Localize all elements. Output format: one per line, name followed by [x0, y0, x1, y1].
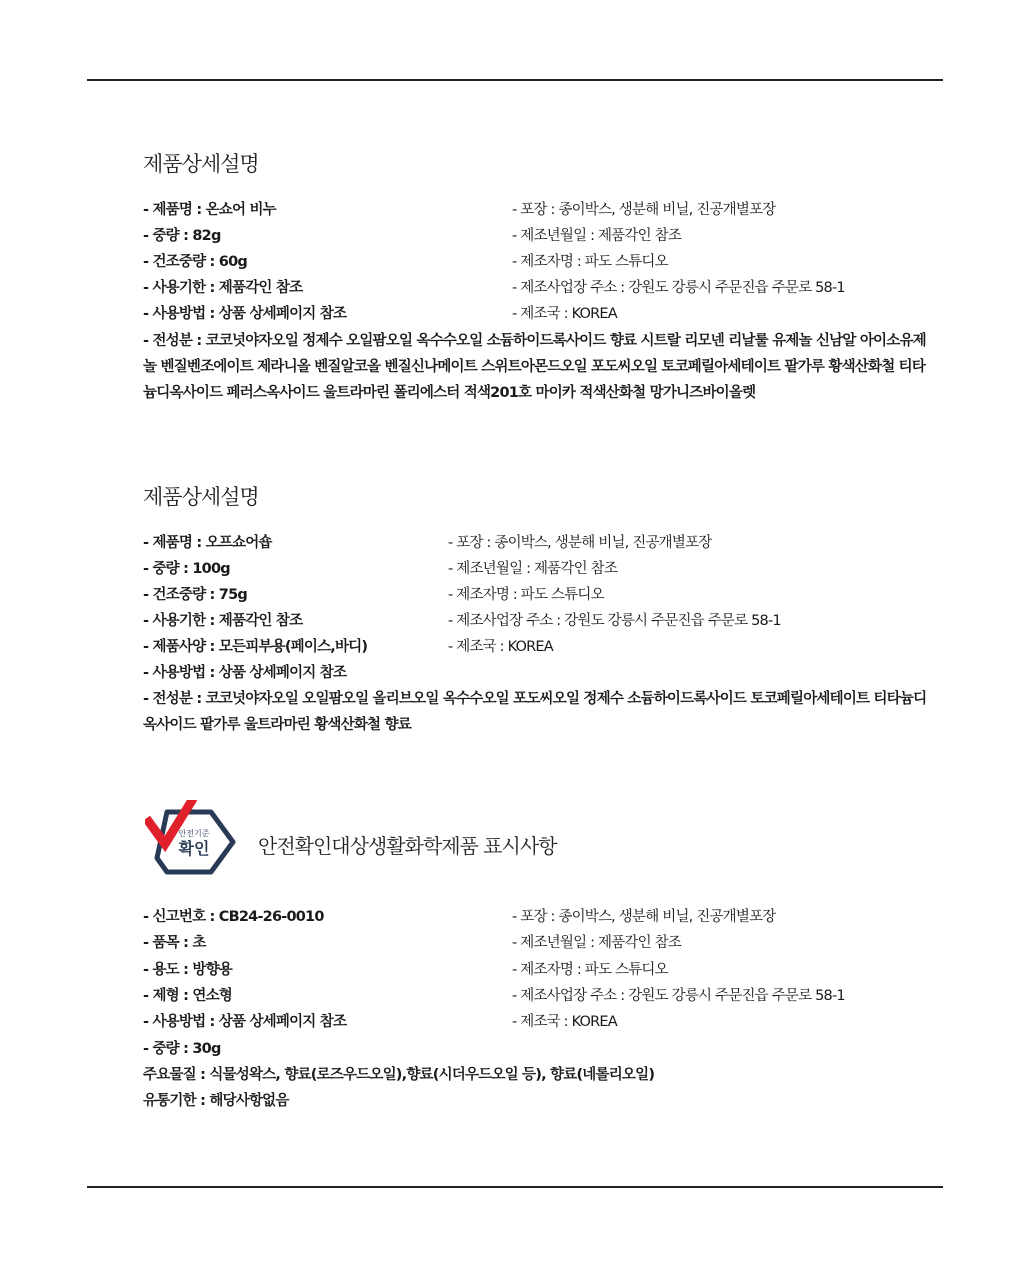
s2-expiry: - 사용기한 : 제품각인 참조 [143, 613, 303, 629]
safety-manufacturer: - 제조자명 : 파도 스튜디오 [512, 962, 668, 978]
s1-manufacturer: - 제조자명 : 파도 스튜디오 [512, 254, 668, 270]
s1-mfg-date: - 제조년월일 : 제품각인 참조 [512, 228, 682, 244]
s1-address: - 제조사업장 주소 : 강원도 강릉시 주문진읍 주문로 58-1 [512, 280, 845, 296]
s1-country: - 제조국 : KOREA [512, 306, 617, 322]
safety-report-no: - 신고번호 : CB24-26-0010 [143, 909, 324, 925]
s1-weight: - 중량 : 82g [143, 228, 221, 244]
safety-check-logo [145, 800, 237, 880]
section2-title: 제품상세설명 [143, 485, 259, 509]
safety-weight: - 중량 : 30g [143, 1041, 221, 1057]
s1-product-name: - 제품명 : 온쇼어 비누 [143, 202, 276, 218]
s2-mfg-date: - 제조년월일 : 제품각인 참조 [448, 561, 618, 577]
s1-ingredients: - 전성분 : 코코넛야자오일 정제수 오일팜오일 옥수수오일 소듐하이드록사이드 향료 시트랄 리모넨 리날룰 유제놀 신남알 아이소유제놀 벤질벤조에이트 제라니올 벤질알코올 벤질신나메이트 스위트아몬드오일 포도씨오일 토코페릴아세테이트 팥가루 황색산화철 티타늄디옥사이드 페러스옥사이드 울트라마린 폴리에스터 적색201호 마이카 적색산화철 망가니즈바이올렛 [143, 333, 926, 401]
s2-product-name: - 제품명 : 오프쇼어숍 [143, 535, 272, 551]
s1-packaging: - 포장 : 종이박스, 생분해 비닐, 진공개별포장 [512, 202, 776, 218]
section1-title: 제품상세설명 [143, 152, 259, 176]
s1-usage: - 사용방법 : 상품 상세페이지 참조 [143, 306, 347, 322]
safety-mfg-date: - 제조년월일 : 제품각인 참조 [512, 935, 682, 951]
top-divider [87, 79, 943, 81]
safety-country: - 제조국 : KOREA [512, 1014, 617, 1030]
s2-usage: - 사용방법 : 상품 상세페이지 참조 [143, 665, 347, 681]
safety-item: - 품목 : 초 [143, 935, 206, 951]
safety-main-substances: 주요물질 : 식물성왁스, 향료(로즈우드오일),향료(시더우드오일 등), 향료(네롤리오일) [143, 1067, 655, 1083]
safety-address: - 제조사업장 주소 : 강원도 강릉시 주문진읍 주문로 58-1 [512, 988, 845, 1004]
logo-big-text: 확인 [178, 839, 210, 858]
s2-packaging: - 포장 : 종이박스, 생분해 비닐, 진공개별포장 [448, 535, 712, 551]
logo-small-text: 안전기준 [178, 829, 210, 838]
safety-form: - 제형 : 연소형 [143, 988, 232, 1004]
s2-dry-weight: - 건조중량 : 75g [143, 587, 247, 603]
s1-dry-weight: - 건조중량 : 60g [143, 254, 247, 270]
s2-spec: - 제품사양 : 모든피부용(페이스,바디) [143, 639, 368, 655]
s2-address: - 제조사업장 주소 : 강원도 강릉시 주문진읍 주문로 58-1 [448, 613, 781, 629]
s2-manufacturer: - 제조자명 : 파도 스튜디오 [448, 587, 604, 603]
safety-title: 안전확인대상생활화학제품 표시사항 [258, 834, 557, 858]
bottom-divider [87, 1186, 943, 1188]
safety-usage: - 사용방법 : 상품 상세페이지 참조 [143, 1014, 347, 1030]
s2-country: - 제조국 : KOREA [448, 639, 553, 655]
s2-ingredients: - 전성분 : 코코넛야자오일 오일팜오일 올리브오일 옥수수오일 포도씨오일 정제수 소듐하이드록사이드 토코페릴아세테이트 티타늄디옥사이드 팥가루 울트라마린 황색산화철 향료 [143, 691, 927, 733]
safety-shelf-life: 유통기한 : 해당사항없음 [143, 1093, 289, 1109]
s1-expiry: - 사용기한 : 제품각인 참조 [143, 280, 303, 296]
s2-weight: - 중량 : 100g [143, 561, 230, 577]
safety-packaging: - 포장 : 종이박스, 생분해 비닐, 진공개별포장 [512, 909, 776, 925]
safety-purpose: - 용도 : 방향용 [143, 962, 232, 978]
